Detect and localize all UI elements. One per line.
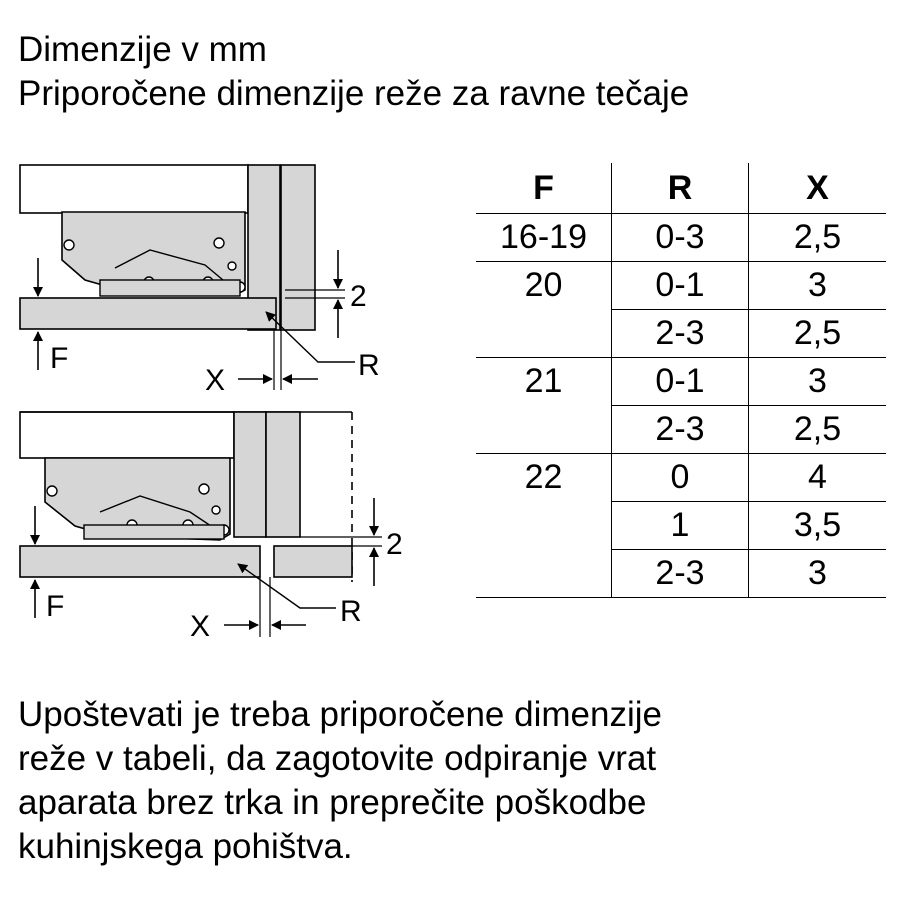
table-row (476, 454, 886, 502)
hinge-mounting-plate (100, 280, 240, 296)
cell-r: 0-1 (612, 262, 749, 310)
gap-value-label: 2 (350, 280, 367, 313)
cell-r: 2-3 (612, 550, 749, 598)
hinge-pin (199, 484, 209, 494)
table-header-row (476, 163, 886, 214)
cell-f (476, 502, 612, 550)
hinge-pin (228, 262, 236, 270)
cabinet-top-panel (20, 412, 234, 458)
hinge-pin (214, 238, 224, 248)
table-row (476, 550, 886, 598)
cell-f (476, 406, 612, 454)
cell-r: 2-3 (612, 406, 749, 454)
cell-x: 2,5 (749, 406, 887, 454)
hinge-pin (212, 506, 220, 514)
table-row (476, 406, 886, 454)
upper-diagram (20, 165, 380, 397)
table-row (476, 262, 886, 310)
column-header-f: F (476, 163, 612, 214)
title-line-description: Priporočene dimenzije reže za ravne tečaje (18, 74, 690, 113)
cell-x: 2,5 (749, 310, 887, 358)
note-line: reže v tabeli, da zagotovite odpiranje vrat (18, 739, 657, 778)
gap-dimension-table (476, 163, 886, 598)
cell-r: 1 (612, 502, 749, 550)
cell-x: 3,5 (749, 502, 887, 550)
appliance-door (20, 546, 260, 577)
cell-f: 16-19 (476, 214, 612, 262)
cell-f: 20 (524, 266, 563, 304)
cell-x: 2,5 (749, 214, 887, 262)
note-line: aparata brez trka in preprečite poškodbe (18, 783, 647, 822)
x-label: X (190, 610, 211, 643)
table-row (476, 502, 886, 550)
cell-r: 0-1 (612, 358, 749, 406)
note-line: kuhinjskega pohištva. (18, 827, 353, 866)
hinge-pin (64, 240, 74, 250)
cell-x: 3 (749, 262, 887, 310)
appliance-door (20, 298, 276, 329)
cell-r: 0-3 (612, 214, 749, 262)
column-header-x: X (749, 163, 887, 214)
x-label: X (205, 364, 226, 397)
cell-r: 2-3 (612, 310, 749, 358)
cabinet-top-panel (20, 165, 248, 213)
cell-x: 3 (749, 358, 887, 406)
table-row (476, 214, 886, 262)
cell-r: 0 (612, 454, 749, 502)
cabinet-side-wall (234, 412, 266, 537)
gap-value-label: 2 (386, 528, 403, 561)
furniture-side-panel (266, 412, 300, 537)
cell-f (476, 310, 612, 358)
hinge-gap-diagram (0, 150, 420, 650)
f-label: F (46, 590, 65, 623)
hinge-mounting-plate (84, 525, 224, 539)
cell-f: 22 (524, 458, 563, 496)
cell-x: 4 (749, 454, 887, 502)
lower-diagram (20, 412, 403, 643)
furniture-door (274, 546, 352, 577)
furniture-door-panel (281, 165, 315, 330)
cell-x: 3 (749, 550, 887, 598)
table-row (476, 310, 886, 358)
installation-note (18, 693, 662, 869)
note-line: Upoštevati je treba priporočene dimenzije (18, 695, 662, 734)
column-header-r: R (612, 163, 749, 214)
r-label: R (340, 595, 362, 628)
hinge-pin (47, 486, 57, 496)
f-label: F (50, 342, 69, 375)
title-line-units: Dimenzije v mm (18, 30, 267, 69)
r-label: R (358, 349, 380, 382)
table-row (476, 358, 886, 406)
page-title (18, 28, 689, 116)
cell-f: 21 (524, 362, 563, 400)
cell-f (476, 550, 612, 598)
